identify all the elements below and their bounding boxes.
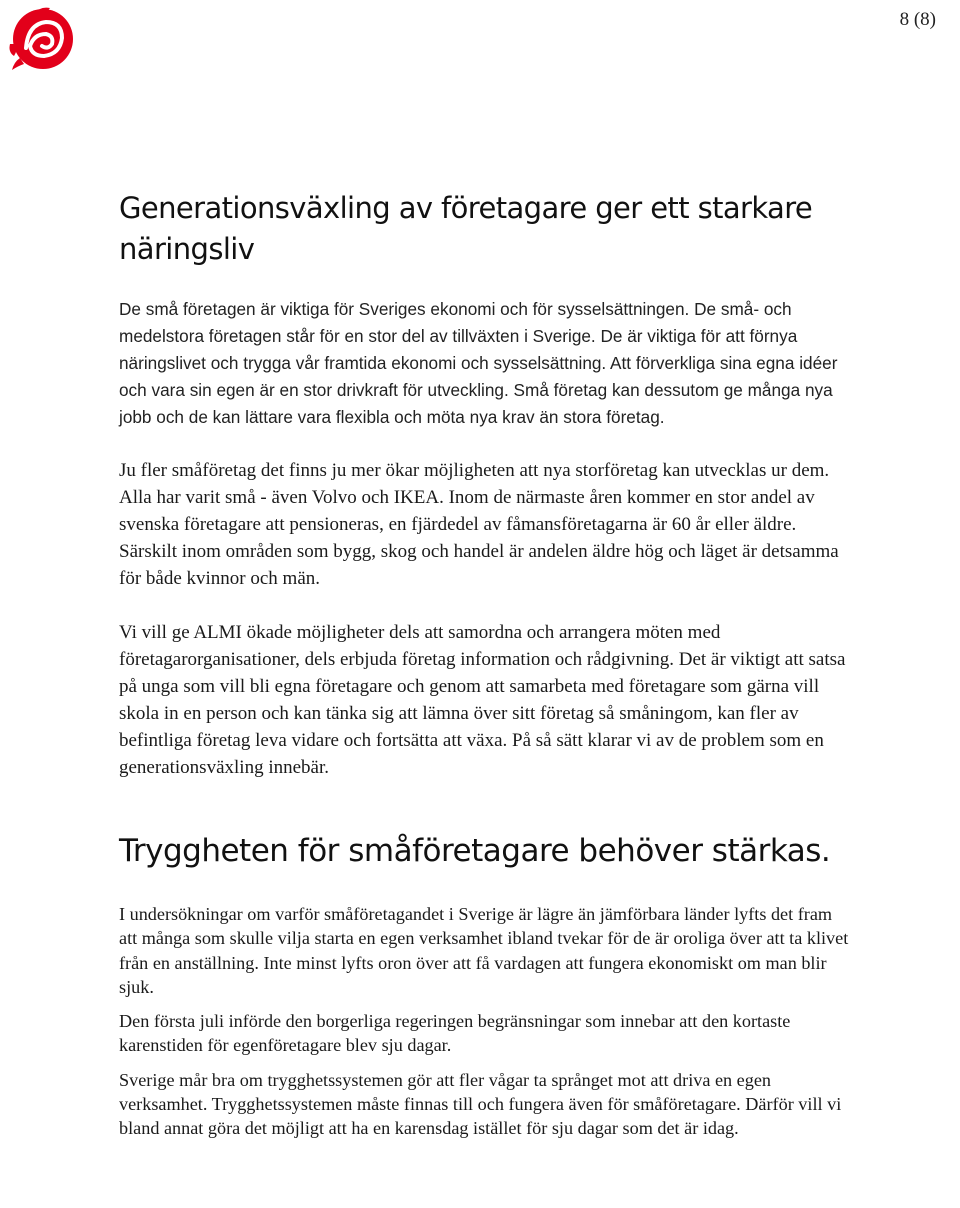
paragraph: Den första juli införde den borgerliga regeringen begränsningar som innebar att den kortaste karenstiden för egenföretagare blev sju dagar.: [119, 1011, 791, 1056]
page-number: 8 (8): [899, 9, 936, 30]
paragraph: De små företagen är viktiga för Sveriges ekonomi och för sysselsättningen. De små- och medelstora företagen står för en stor del av tillväxten i Sverige. De är viktiga för att förnya näringslivet och trygga vår framtida ekonomi och sysselsättning. Att förverkliga sina egna idéer och vara sin egen är en stor drivkraft för utveckling. Små företag kan dessutom ge många nya jobb och de kan lättare vara flexibla och möta nya krav än stora företag.: [119, 299, 838, 427]
paragraph: Vi vill ge ALMI ökade möjligheter dels att samordna och arrangera möten med företagarorganisationer, dels erbjuda företag information och rådgivning. Det är viktigt att satsa på unga som vill bli egna företagare och genom att samarbeta med företagare som gärna vill skola in en person och kan tänka sig att lämna över sitt företag så småningom, kan fler av befintliga företag leva vidare och fortsätta att växa. På så sätt klarar vi av de problem som en generationsväxling innebär.: [119, 622, 846, 778]
paragraph: Ju fler småföretag det finns ju mer ökar möjligheten att nya storföretag kan utvecklas ur dem. Alla har varit små - även Volvo och IKEA. Inom de närmaste åren kommer en stor andel av svenska företagare att pensioneras, en fjärdedel av fåmansföretagarna är 60 år eller äldre. Särskilt inom områden som bygg, skog och handel är andelen äldre hög och läget är detsamma för både kvinnor och män.: [119, 460, 839, 589]
document-body: [119, 188, 849, 1151]
paragraph: I undersökningar om varför småföretagandet i Sverige är lägre än jämförbara länder lyfts det fram att många som skulle vilja starta en egen verksamhet ibland tvekar för de är oroliga över att ta klivet från en anställning. Inte minst lyfts oron över att få vardagen att fungera ekonomiskt om man blir sjuk.: [119, 904, 849, 997]
paragraph: Sverige mår bra om trygghetssystemen gör att fler vågar ta språnget mot att driva en egen verksamhet. Trygghetssystemen måste finnas till och fungera även för småföretagare. Därför vill vi bland annat göra det möjligt att ha en karensdag istället för sju dagar som det är idag.: [119, 1069, 842, 1139]
section-heading-generationsvaxling: Generationsväxling av företagare ger ett starkare näringsliv: [119, 191, 813, 266]
section-heading-tryggheten: Tryggheten för småföretagare behöver stärkas.: [119, 833, 831, 869]
rose-logo-icon: [6, 4, 76, 74]
